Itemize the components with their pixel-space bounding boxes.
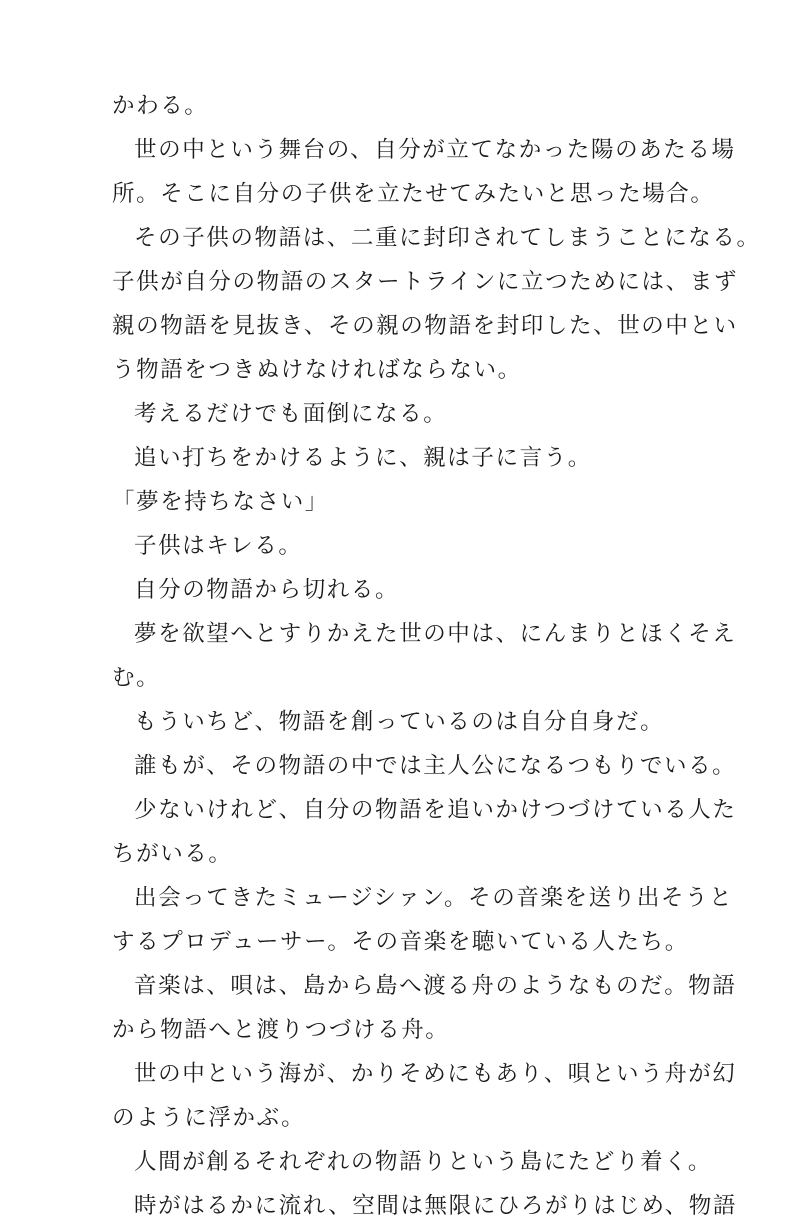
- text-line: 「夢を持ちなさい」: [112, 489, 329, 515]
- text-line: ちがいる。: [112, 841, 233, 867]
- text-line: その子供の物語は、二重に封印されてしまうことになる。: [134, 225, 761, 251]
- text-line: 親の物語を見抜き、その親の物語を封印した、世の中とい: [112, 313, 738, 339]
- text-line: 所。そこに自分の子供を立たせてみたいと思った場合。: [112, 181, 715, 207]
- text-line: するプロデューサー。その音楽を聴いている人たち。: [112, 929, 689, 955]
- text-line: う物語をつきぬけなければならない。: [112, 357, 522, 383]
- text-line: 誰もが、その物語の中では主人公になるつもりでいる。: [134, 753, 737, 779]
- text-line: から物語へと渡りつづける舟。: [112, 1017, 450, 1043]
- text-line: 夢を欲望へとすりかえた世の中は、にんまりとほくそえ: [134, 621, 737, 647]
- text-line: のように浮かぶ。: [112, 1105, 306, 1131]
- text-line: 子供はキレる。: [134, 533, 303, 559]
- text-line: 追い打ちをかけるように、親は子に言う。: [134, 445, 592, 471]
- text-line: 出会ってきたミュージシァン。その音楽を送り出そうと: [134, 885, 734, 911]
- text-line: もういちど、物語を創っているのは自分自身だ。: [134, 709, 665, 735]
- text-line: 少ないけれど、自分の物語を追いかけつづけている人た: [134, 797, 737, 823]
- text-line: 人間が創るそれぞれの物語りという島にたどり着く。: [134, 1149, 712, 1175]
- text-line: 考えるだけでも面倒になる。: [134, 401, 448, 427]
- text-line: 自分の物語から切れる。: [134, 577, 400, 603]
- text-line: 時がはるかに流れ、空間は無限にひろがりはじめ、物語: [134, 1193, 737, 1219]
- text-line: 世の中という舞台の、自分が立てなかった陽のあたる場: [134, 137, 736, 163]
- body-text: [112, 84, 761, 1228]
- text-line: 音楽は、唄は、島から島へ渡る舟のようなものだ。物語: [134, 973, 737, 999]
- text-line: む。: [112, 665, 161, 691]
- text-line: かわる。: [112, 93, 209, 119]
- text-line: 世の中という海が、かりそめにもあり、唄という舟が幻: [134, 1061, 737, 1087]
- text-line: 子供が自分の物語のスタートラインに立つためには、まず: [112, 269, 738, 295]
